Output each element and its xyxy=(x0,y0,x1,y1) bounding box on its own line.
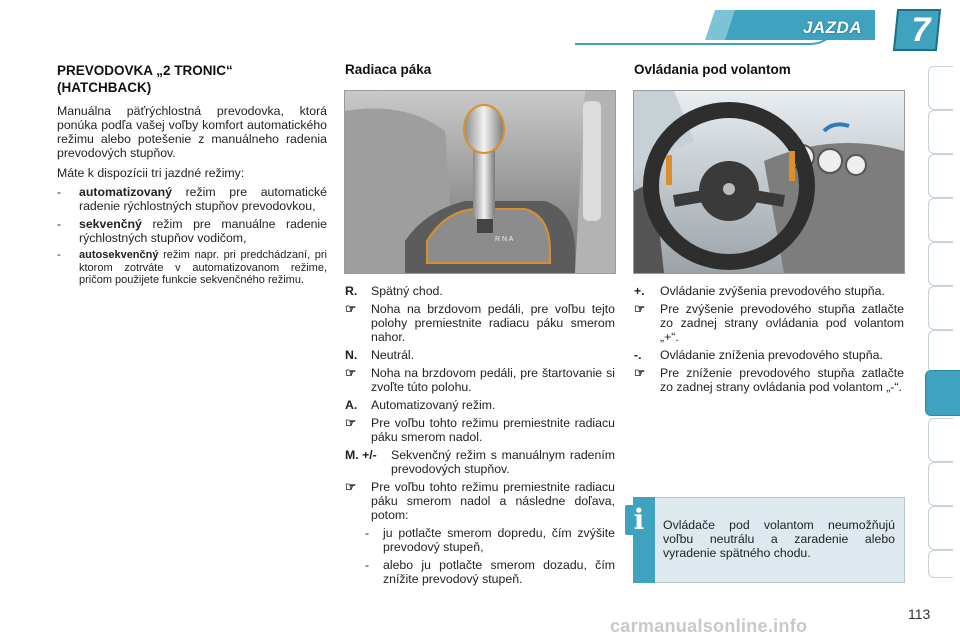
side-tab[interactable] xyxy=(928,286,953,330)
list-item: - sekvenčný režim pre manuálne radenie rýchlostných stupňov vodičom, xyxy=(57,217,327,245)
page-number: 113 xyxy=(908,606,931,622)
gear-lever-photo xyxy=(344,90,616,274)
info-icon: i xyxy=(625,505,653,535)
list-item: ☞ Pre voľbu tohto režimu premiestnite radiacu páku smerom nadol a následne doľava, potom: xyxy=(345,480,615,522)
list-item: ☞ Noha na brzdovom pedáli, pre štartovanie si zvoľte túto polohu. xyxy=(345,366,615,394)
side-tab[interactable] xyxy=(928,242,953,286)
svg-text:R N A: R N A xyxy=(495,236,514,243)
finger-icon: ☞ xyxy=(345,480,357,494)
section-heading-gearbox: PREVODOVKA „2 TRONIC“ (HATCHBACK) xyxy=(57,63,233,95)
steering-wheel-photo xyxy=(633,90,905,274)
side-tab[interactable] xyxy=(928,550,953,578)
side-tab[interactable] xyxy=(928,110,953,154)
side-tab[interactable] xyxy=(928,506,953,550)
list-item: - autosekvenčný režim napr. pri predchádzaní, pri ktorom zotrváte v automatizovanom režime, pričom použijete funkcie sekvenčného režimu. xyxy=(57,249,327,286)
section-heading-paddles: Ovládania pod volantom xyxy=(634,62,791,77)
list-item: -. Ovládanie zníženia prevodového stupňa. xyxy=(634,348,883,362)
list-item: A. Automatizovaný režim. xyxy=(345,398,496,412)
list-item: M. +/- Sekvenčný režim s manuálnym radením prevodových stupňov. xyxy=(345,448,615,476)
side-tab[interactable] xyxy=(928,198,953,242)
list-item: ☞ Noha na brzdovom pedáli, pre voľbu tejto polohy premiestnite radiacu páku smerom nahor. xyxy=(345,302,615,344)
middle-column xyxy=(345,284,615,590)
finger-icon: ☞ xyxy=(634,366,646,380)
intro-paragraph: Manuálna päťrýchlostná prevodovka, ktorá ponúka podľa vašej voľby komfort automatického režimu alebo potešenie z manuálneho radenia prevodových stupňov. xyxy=(57,104,327,160)
info-text: Ovládače pod volantom neumožňujú voľbu neutrálu a zaradenie alebo vyradenie spätného chodu. xyxy=(663,518,895,560)
list-item: ☞ Pre voľbu tohto režimu premiestnite radiacu páku smerom nadol. xyxy=(345,416,615,444)
modes-intro: Máte k dispozícii tri jazdné režimy: xyxy=(57,166,245,180)
finger-icon: ☞ xyxy=(345,416,357,430)
finger-icon: ☞ xyxy=(345,302,357,316)
section-heading-shifter: Radiaca páka xyxy=(345,62,432,77)
list-item: N. Neutrál. xyxy=(345,348,415,362)
list-item: R. Spätný chod. xyxy=(345,284,443,298)
side-tab[interactable] xyxy=(928,330,953,374)
list-item: - automatizovaný režim pre automatické radenie rýchlostných stupňov prevodovkou, xyxy=(57,185,327,213)
side-tab[interactable] xyxy=(928,66,953,110)
finger-icon: ☞ xyxy=(634,302,646,316)
chapter-number: 7 xyxy=(911,11,931,49)
list-item: ☞ Pre zníženie prevodového stupňa zatlačte zo zadnej strany ovládania pod volantom „-“. xyxy=(634,366,904,394)
finger-icon: ☞ xyxy=(345,366,357,380)
right-column xyxy=(634,284,904,398)
watermark: carmanualsonline.info xyxy=(610,616,808,636)
list-item: +. Ovládanie zvýšenia prevodového stupňa. xyxy=(634,284,885,298)
chapter-title: JAZDA xyxy=(802,18,862,37)
side-tab[interactable] xyxy=(928,462,953,506)
side-tab[interactable] xyxy=(928,418,953,462)
left-column xyxy=(57,62,327,291)
sub-list-item: - alebo ju potlačte smerom dozadu, čím znížite prevodový stupeň. xyxy=(365,558,615,586)
side-tab-active[interactable] xyxy=(925,370,960,416)
sub-list-item: - ju potlačte smerom dopredu, čím zvýšite prevodový stupeň, xyxy=(365,526,615,554)
side-tab[interactable] xyxy=(928,154,953,198)
list-item: ☞ Pre zvýšenie prevodového stupňa zatlačte zo zadnej strany ovládania pod volantom „+“. xyxy=(634,302,904,344)
